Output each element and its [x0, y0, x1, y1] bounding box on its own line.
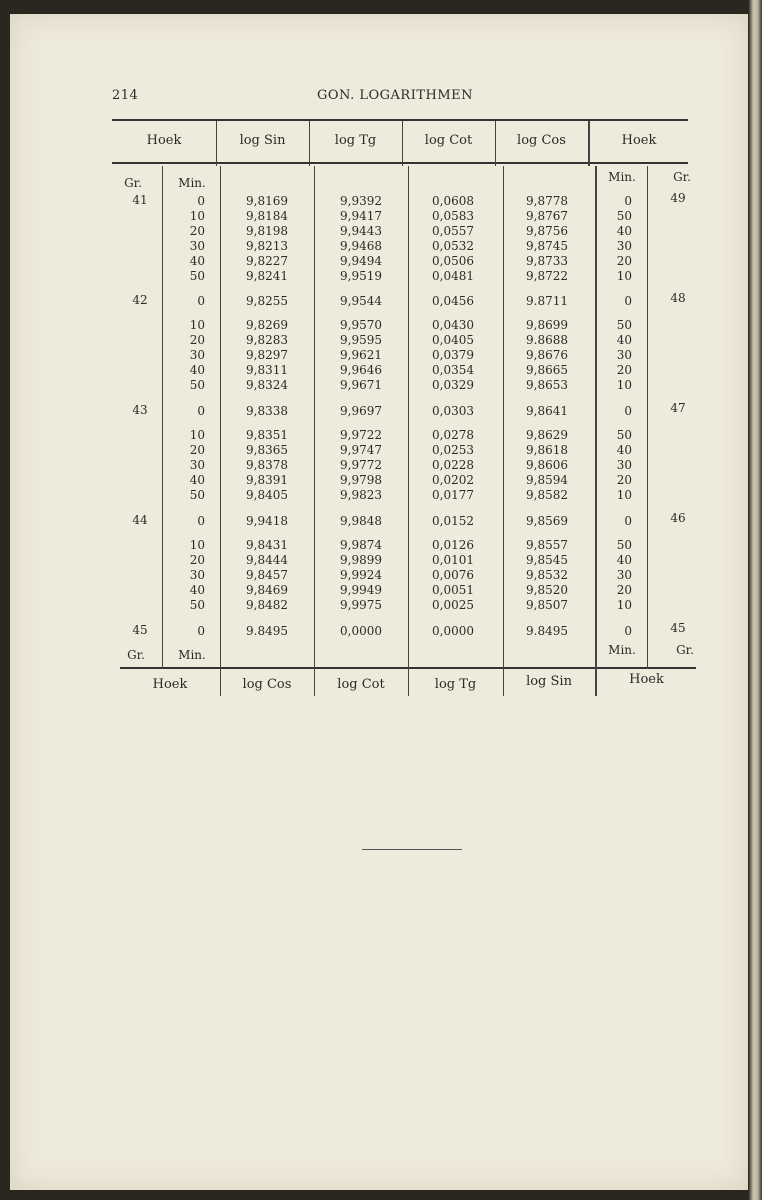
min-cell: 40: [189, 473, 205, 487]
log-sin-cell: 9,8444: [246, 553, 288, 567]
log-sin-cell: 9,8283: [246, 333, 288, 347]
log-tg-cell: 9,9874: [340, 538, 382, 552]
log-tg-cell: 9,9417: [340, 209, 382, 223]
bottom-header-hoek-left: Hoek: [152, 677, 188, 692]
log-cot-cell: 0,0583: [432, 209, 474, 223]
log-sin-cell: 9,8227: [246, 254, 288, 268]
degree-right: 47: [670, 401, 686, 415]
log-cos-cell: 9,8520: [526, 583, 568, 597]
log-cos-cell: 9,8653: [526, 378, 568, 392]
log-sin-cell: 9,8351: [246, 428, 288, 442]
col-divider: [220, 166, 221, 696]
degree-right: 49: [670, 191, 686, 205]
min-cell: 50: [189, 598, 205, 612]
right-min-cell: 10: [616, 598, 632, 612]
right-min-cell: 50: [616, 209, 632, 223]
bottom-header-hoek-right: Hoek: [629, 672, 664, 687]
min-cell: 40: [189, 583, 205, 597]
log-sin-cell: 9,8169: [246, 194, 288, 208]
right-min-cell: 40: [616, 224, 632, 238]
min-cell: 30: [189, 568, 205, 582]
log-sin-cell: 9,8213: [246, 239, 288, 253]
header-rule: [112, 162, 688, 164]
log-cot-cell: 0,0000: [432, 624, 474, 638]
right-min-cell: 10: [616, 378, 632, 392]
header-log-cos: log Cos: [517, 133, 566, 148]
log-cot-cell: 0,0101: [432, 553, 474, 567]
min-cell: 30: [189, 348, 205, 362]
log-sin-cell: 9,8255: [246, 294, 288, 308]
log-cos-cell: 9,8532: [526, 568, 568, 582]
right-min-cell: 40: [616, 443, 632, 457]
log-cos-cell: 9,8569: [526, 514, 568, 528]
col-divider: [162, 166, 163, 669]
log-cot-cell: 0,0126: [432, 538, 474, 552]
bottom-header-log-cos: log Cos: [242, 677, 292, 692]
min-cell: 50: [189, 378, 205, 392]
right-min-cell: 10: [616, 269, 632, 283]
right-min-cell: 30: [616, 348, 632, 362]
log-tg-cell: 9,9494: [340, 254, 382, 268]
log-tg-cell: 9,9848: [340, 514, 382, 528]
log-cot-cell: 0,0430: [432, 318, 474, 332]
log-cos-cell: 9.8711: [526, 294, 568, 308]
log-cos-cell: 9.8495: [526, 624, 568, 638]
log-tg-cell: 9,9772: [340, 458, 382, 472]
log-cos-cell: 9,8557: [526, 538, 568, 552]
right-min-cell: 0: [624, 624, 632, 638]
header-hoek-right: Hoek: [621, 133, 657, 148]
right-min-cell: 50: [616, 318, 632, 332]
log-cos-cell: 9,8733: [526, 254, 568, 268]
footer-gr-right: Gr.: [676, 643, 694, 657]
right-min-cell: 30: [616, 239, 632, 253]
col-divider: [503, 166, 504, 696]
log-sin-cell: 9,8482: [246, 598, 288, 612]
right-min-cell: 50: [616, 538, 632, 552]
min-cell: 0: [197, 194, 205, 208]
log-tg-cell: 9,9468: [340, 239, 382, 253]
log-sin-cell: 9,8338: [246, 404, 288, 418]
right-min-cell: 10: [616, 488, 632, 502]
bottom-header-log-tg: log Tg: [434, 677, 477, 692]
log-tg-cell: 9,9443: [340, 224, 382, 238]
log-tg-cell: 9,9671: [340, 378, 382, 392]
log-cos-cell: 9,8629: [526, 428, 568, 442]
subheader-gr-right: Gr.: [673, 170, 691, 184]
log-cot-cell: 0,0532: [432, 239, 474, 253]
header-log-tg: log Tg: [334, 133, 377, 148]
degree-left: 41: [132, 193, 148, 207]
log-cos-cell: 9,8699: [526, 318, 568, 332]
col-divider: [314, 166, 315, 696]
footer-min-left: Min.: [178, 648, 206, 662]
header-log-sin: log Sin: [239, 133, 286, 148]
log-cot-cell: 0,0303: [432, 404, 474, 418]
log-tg-cell: 9,9544: [340, 294, 382, 308]
degree-left: 42: [132, 293, 148, 307]
log-tg-cell: 0,0000: [340, 624, 382, 638]
log-tg-cell: 9,9823: [340, 488, 382, 502]
log-cos-cell: 9,8545: [526, 553, 568, 567]
footer-gr-left: Gr.: [127, 648, 145, 662]
subheader-gr-left: Gr.: [124, 176, 142, 190]
log-sin-cell: 9,8391: [246, 473, 288, 487]
log-cot-cell: 0,0278: [432, 428, 474, 442]
log-sin-cell: 9,9418: [246, 514, 288, 528]
min-cell: 10: [189, 318, 205, 332]
right-min-cell: 40: [616, 333, 632, 347]
degree-right: 46: [670, 511, 686, 525]
log-cot-cell: 0,0177: [432, 488, 474, 502]
log-tg-cell: 9,9798: [340, 473, 382, 487]
log-sin-cell: 9,8324: [246, 378, 288, 392]
log-cot-cell: 0,0076: [432, 568, 474, 582]
degree-left: 45: [132, 623, 148, 637]
log-sin-cell: 9,8431: [246, 538, 288, 552]
log-cos-cell: 9,8618: [526, 443, 568, 457]
min-cell: 20: [189, 553, 205, 567]
log-cos-cell: 9,8582: [526, 488, 568, 502]
col-divider: [647, 166, 648, 669]
right-min-cell: 50: [616, 428, 632, 442]
page-number: 214: [112, 88, 139, 103]
log-tg-cell: 9,9697: [340, 404, 382, 418]
subheader-min-left: Min.: [178, 176, 206, 190]
right-min-cell: 0: [624, 294, 632, 308]
log-cot-cell: 0,0608: [432, 194, 474, 208]
log-tg-cell: 9,9392: [340, 194, 382, 208]
min-cell: 30: [189, 458, 205, 472]
min-cell: 0: [197, 624, 205, 638]
log-sin-cell: 9,8297: [246, 348, 288, 362]
right-min-cell: 40: [616, 553, 632, 567]
min-cell: 50: [189, 488, 205, 502]
log-cos-cell: 9,8767: [526, 209, 568, 223]
top-rule: [112, 119, 688, 121]
degree-left: 44: [132, 513, 148, 527]
log-sin-cell: 9,8311: [246, 363, 288, 377]
log-cos-cell: 9,8722: [526, 269, 568, 283]
right-min-cell: 30: [616, 568, 632, 582]
log-sin-cell: 9,8184: [246, 209, 288, 223]
footer-min-right: Min.: [608, 643, 636, 657]
log-tg-cell: 9,9646: [340, 363, 382, 377]
degree-right: 48: [670, 291, 686, 305]
col-divider: [408, 166, 409, 696]
min-cell: 40: [189, 363, 205, 377]
log-cot-cell: 0,0481: [432, 269, 474, 283]
log-tg-cell: 9,9747: [340, 443, 382, 457]
bottom-header-log-sin: log Sin: [526, 674, 572, 689]
min-cell: 0: [197, 294, 205, 308]
log-cos-cell: 9,8676: [526, 348, 568, 362]
log-cot-cell: 0,0557: [432, 224, 474, 238]
min-cell: 10: [189, 209, 205, 223]
min-cell: 10: [189, 428, 205, 442]
log-tg-cell: 9,9899: [340, 553, 382, 567]
right-min-cell: 0: [624, 404, 632, 418]
log-sin-cell: 9,8457: [246, 568, 288, 582]
log-cot-cell: 0,0329: [432, 378, 474, 392]
log-cos-cell: 9,8594: [526, 473, 568, 487]
log-cot-cell: 0,0228: [432, 458, 474, 472]
min-cell: 20: [189, 224, 205, 238]
right-min-cell: 0: [624, 514, 632, 528]
min-cell: 30: [189, 239, 205, 253]
log-cos-cell: 9,8745: [526, 239, 568, 253]
right-min-cell: 20: [616, 583, 632, 597]
log-sin-cell: 9,8241: [246, 269, 288, 283]
log-cot-cell: 0,0202: [432, 473, 474, 487]
log-cos-cell: 9,8756: [526, 224, 568, 238]
right-min-cell: 20: [616, 363, 632, 377]
log-tg-cell: 9,9949: [340, 583, 382, 597]
min-cell: 10: [189, 538, 205, 552]
header-hoek-left: Hoek: [146, 133, 182, 148]
log-sin-cell: 9,8269: [246, 318, 288, 332]
log-sin-cell: 9,8469: [246, 583, 288, 597]
log-cos-cell: 9.8688: [526, 333, 568, 347]
log-tg-cell: 9,9621: [340, 348, 382, 362]
log-cot-cell: 0,0253: [432, 443, 474, 457]
min-cell: 0: [197, 404, 205, 418]
degree-left: 43: [132, 403, 148, 417]
page-title: GON. LOGARITHMEN: [317, 88, 474, 103]
min-cell: 0: [197, 514, 205, 528]
min-cell: 50: [189, 269, 205, 283]
log-sin-cell: 9,8365: [246, 443, 288, 457]
right-min-cell: 20: [616, 473, 632, 487]
log-tg-cell: 9,9975: [340, 598, 382, 612]
right-min-cell: 0: [624, 194, 632, 208]
log-cos-cell: 9,8641: [526, 404, 568, 418]
bottom-header-log-cot: log Cot: [337, 677, 385, 692]
log-cot-cell: 0,0051: [432, 583, 474, 597]
header-log-cot: log Cot: [424, 133, 473, 148]
log-tg-cell: 9,9519: [340, 269, 382, 283]
log-cot-cell: 0,0354: [432, 363, 474, 377]
right-min-cell: 20: [616, 254, 632, 268]
log-sin-cell: 9.8495: [246, 624, 288, 638]
log-tg-cell: 9,9722: [340, 428, 382, 442]
log-cos-cell: 9,8606: [526, 458, 568, 472]
log-cos-cell: 9,8507: [526, 598, 568, 612]
log-tg-cell: 9,9595: [340, 333, 382, 347]
log-sin-cell: 9,8378: [246, 458, 288, 472]
log-tg-cell: 9,9570: [340, 318, 382, 332]
end-rule: [362, 849, 462, 850]
log-cot-cell: 0,0379: [432, 348, 474, 362]
log-cot-cell: 0,0506: [432, 254, 474, 268]
subheader-min-right: Min.: [608, 170, 636, 184]
log-cos-cell: 9,8665: [526, 363, 568, 377]
min-cell: 40: [189, 254, 205, 268]
log-cot-cell: 0,0456: [432, 294, 474, 308]
log-cos-cell: 9,8778: [526, 194, 568, 208]
min-cell: 20: [189, 443, 205, 457]
right-min-cell: 30: [616, 458, 632, 472]
log-cot-cell: 0,0152: [432, 514, 474, 528]
log-sin-cell: 9,8198: [246, 224, 288, 238]
min-cell: 20: [189, 333, 205, 347]
log-sin-cell: 9,8405: [246, 488, 288, 502]
log-cot-cell: 0,0025: [432, 598, 474, 612]
log-cot-cell: 0,0405: [432, 333, 474, 347]
degree-right: 45: [670, 621, 686, 635]
log-tg-cell: 9,9924: [340, 568, 382, 582]
